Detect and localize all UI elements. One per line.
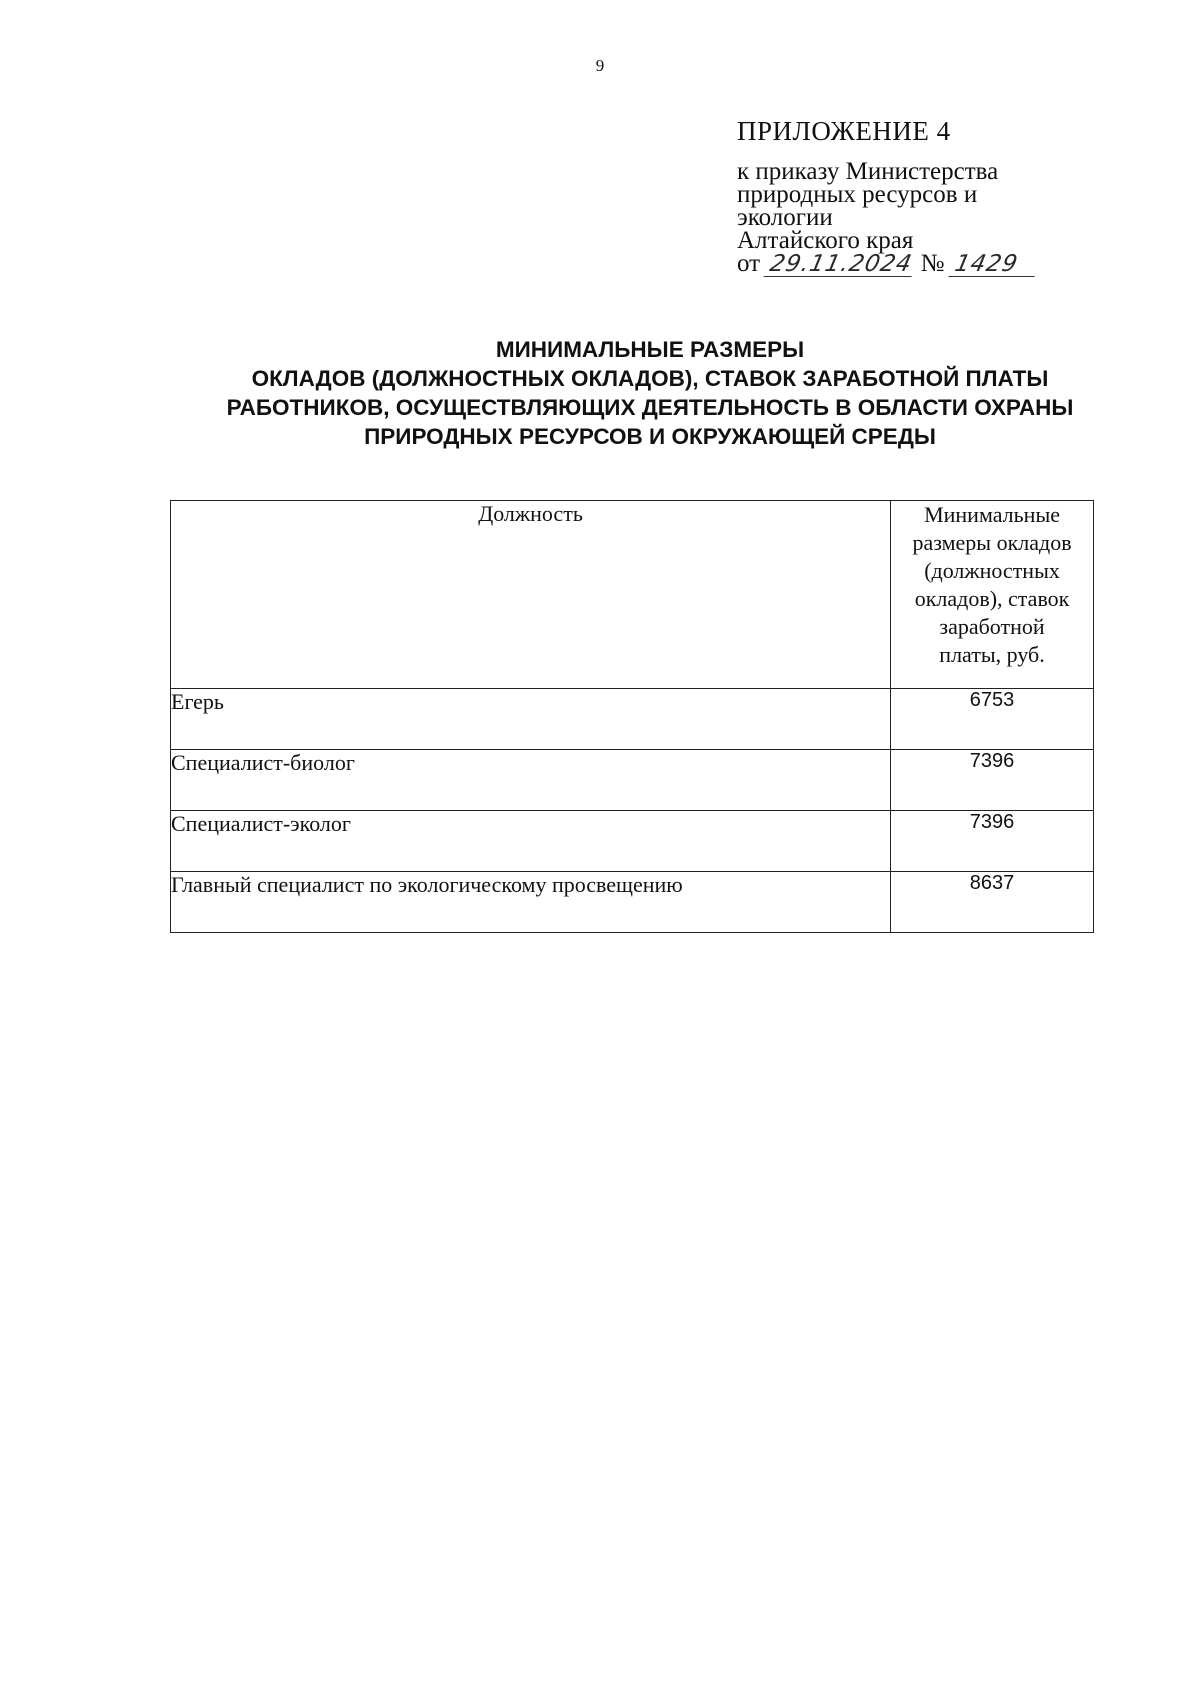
page-number: 9 [595, 56, 605, 75]
header-position: Должность [171, 501, 891, 689]
appendix-block [737, 114, 1177, 277]
handwritten-date: 29.11.2024 [764, 253, 917, 277]
number-sign: № [920, 250, 945, 277]
table-row [171, 811, 1094, 872]
table-row [171, 689, 1094, 750]
date-prefix: от [737, 250, 761, 277]
salary-cell: 7396 [891, 750, 1094, 811]
document-title [0, 335, 1200, 451]
header-salary-line: размеры окладов [912, 530, 1072, 555]
header-salary-line: Минимальные [924, 502, 1061, 527]
handwritten-number: 1429 [948, 253, 1039, 277]
header-salary-line: платы, руб. [939, 642, 1045, 667]
appendix-line: экологии [737, 204, 833, 231]
appendix-line: природных ресурсов и [737, 181, 978, 208]
position-cell: Егерь [171, 689, 891, 750]
table-header-row [171, 501, 1094, 689]
appendix-title: ПРИЛОЖЕНИЕ 4 [737, 116, 951, 146]
appendix-line: к приказу Министерства [737, 158, 999, 185]
salary-table [170, 500, 1094, 933]
table-row [171, 872, 1094, 933]
salary-cell: 7396 [891, 811, 1094, 872]
title-line: МИНИМАЛЬНЫЕ РАЗМЕРЫ [495, 337, 805, 362]
position-cell: Специалист-эколог [171, 811, 891, 872]
position-cell: Главный специалист по экологическому просвещению [171, 872, 891, 933]
position-cell: Специалист-биолог [171, 750, 891, 811]
title-line: РАБОТНИКОВ, ОСУЩЕСТВЛЯЮЩИХ ДЕЯТЕЛЬНОСТЬ В ОБЛАСТИ ОХРАНЫ [226, 395, 1074, 420]
header-salary-line: заработной [939, 614, 1045, 639]
title-line: ПРИРОДНЫХ РЕСУРСОВ И ОКРУЖАЮЩЕЙ СРЕДЫ [364, 424, 936, 449]
header-salary-line: окладов), ставок [914, 586, 1070, 611]
title-line: ОКЛАДОВ (ДОЛЖНОСТНЫХ ОКЛАДОВ), СТАВОК ЗАРАБОТНОЙ ПЛАТЫ [251, 366, 1049, 391]
header-salary-line: (должностных [924, 558, 1060, 583]
salary-cell: 6753 [891, 689, 1094, 750]
salary-cell: 8637 [891, 872, 1094, 933]
order-date-line [737, 252, 1177, 277]
table-row [171, 750, 1094, 811]
header-salary [891, 501, 1094, 689]
appendix-line: Алтайского края [737, 227, 914, 254]
